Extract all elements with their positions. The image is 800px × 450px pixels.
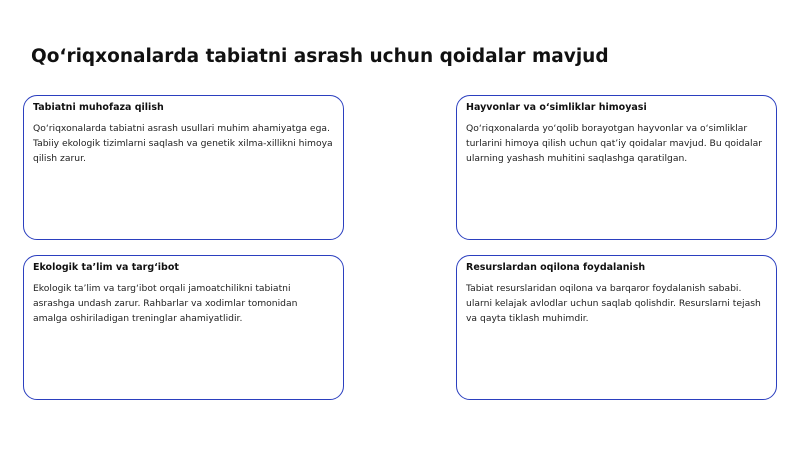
card-body-text: Qo‘riqxonalarda yo‘qolib borayotgan hayvonlar va o‘simliklar turlarini himoya qilish uchun qat’iy qoidalar mavjud. Bu qoidalar ularning yashash muhitini saqlashga qaratilgan.: [466, 123, 763, 164]
card-body-text: Qo‘riqxonalarda tabiatni asrash usullari muhim ahamiyatga ega. Tabiiy ekologik tizimlarni saqlash va genetik xilma-xillikni himoya qilish zarur.: [33, 123, 333, 164]
slide-title: Qo‘riqxonalarda tabiatni asrash uchun qoidalar mavjud: [31, 46, 609, 67]
card-heading: Tabiatni muhofaza qilish: [33, 102, 164, 113]
card-resource-use: [456, 255, 777, 400]
card-body-text: Ekologik ta’lim va targ‘ibot orqali jamoatchilikni tabiatni asrashga undash zarur. Rahbarlar va xodimlar tomonidan amalga oshiriladigan treninglar ahamiyatlidir.: [33, 283, 298, 324]
card-heading: Resurslardan oqilona foydalanish: [466, 262, 646, 273]
card-ecological-education: [23, 255, 344, 400]
card-body-text: Tabiat resurslaridan oqilona va barqaror foydalanish sababi. ularni kelajak avlodlar uchun saqlab qolishdir. Resurslarni tejash va qayta tiklash muhimdir.: [466, 283, 761, 324]
card-heading: Hayvonlar va o‘simliklar himoyasi: [466, 102, 647, 113]
card-heading: Ekologik ta’lim va targ‘ibot: [33, 262, 179, 273]
card-animal-plant-protection: [456, 95, 777, 240]
card-nature-protection: [23, 95, 344, 240]
